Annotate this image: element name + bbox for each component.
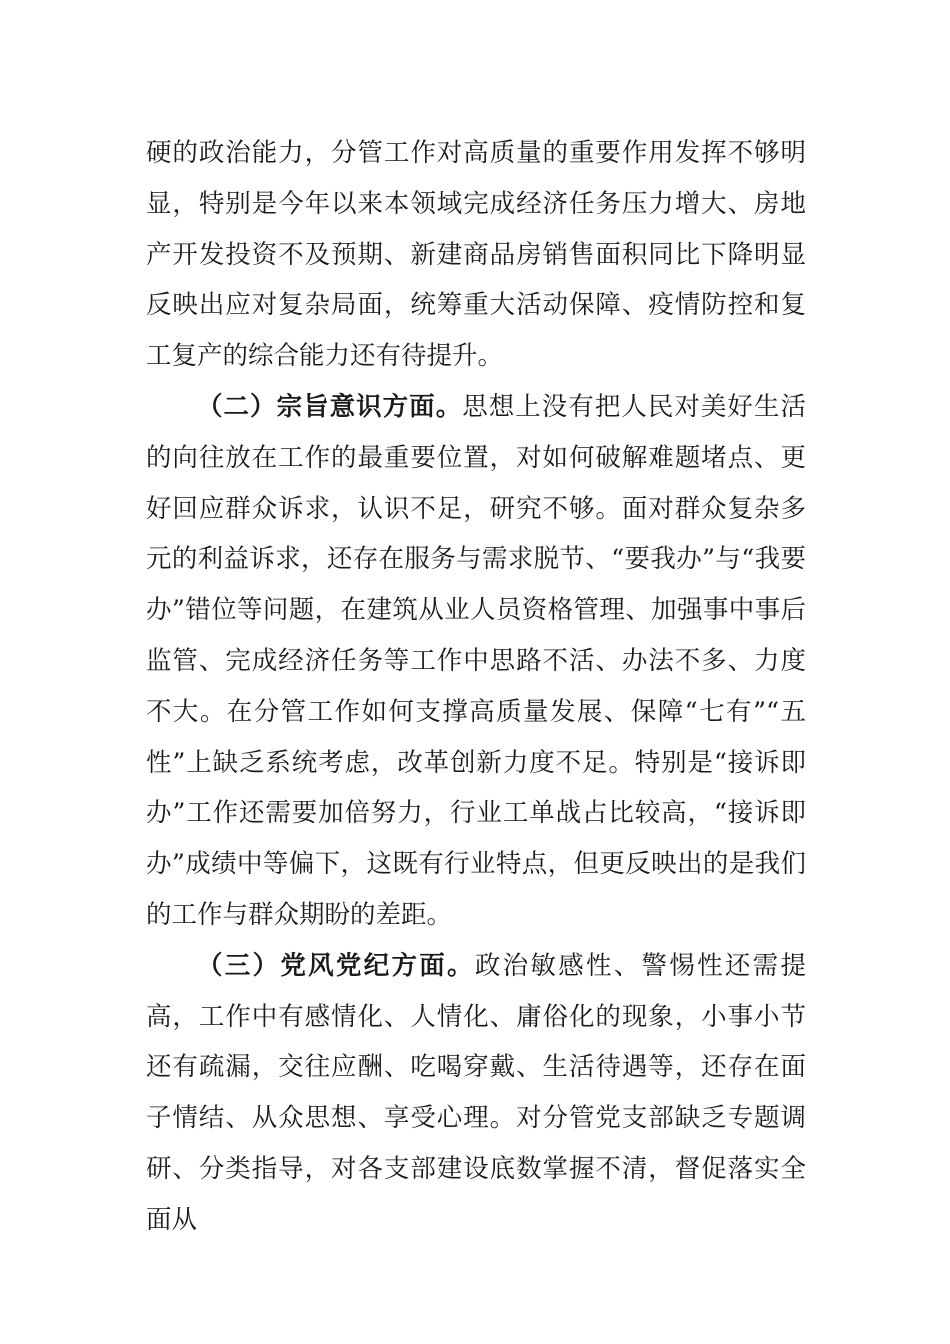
paragraph-text: 硬的政治能力，分管工作对高质量的重要作用发挥不够明显，特别是今年以来本领域完成经济任务压力增大、房地产开发投资不及预期、新建商品房销售面积同比下降明显反映出应对复杂局面，统筹重大活动保障、疫情防控和复工复产的综合能力还有待提升。 xyxy=(146,138,806,372)
paragraph-text: 思想上没有把人民对美好生活的向往放在工作的最重要位置，对如何破解难题堵点、更好回应群众诉求，认识不足，研究不够。面对群众复杂多元的利益诉求，还存在服务与需求脱节、“要我办”与“我要办”错位等问题，在建筑从业人员资格管理、加强事中事后监管、完成经济任务等工作中思路不活、办法不多、力度不大。在分管工作如何支撑高质量发展、保障“七有”“五性”上缺乏系统考虑，改革创新力度不足。特别是“接诉即办”工作还需要加倍努力，行业工单战占比较高，“接诉即办”成绩中等偏下，这既有行业特点，但更反映出的是我们的工作与群众期盼的差距。 xyxy=(146,391,806,930)
paragraph-purpose-awareness xyxy=(146,382,806,941)
section-heading: （三）党风党纪方面。 xyxy=(197,950,475,981)
document-body xyxy=(146,128,806,1246)
paragraph-political-ability xyxy=(146,128,806,382)
paragraph-text: 政治敏感性、警惕性还需提高，工作中有感情化、人情化、庸俗化的现象，小事小节还有疏漏，交往应酬、吃喝穿戴、生活待遇等，还存在面子情结、从众思想、享受心理。对分管党支部缺乏专题调研、分类指导，对各支部建设底数掌握不清，督促落实全面从 xyxy=(146,950,806,1235)
paragraph-party-discipline xyxy=(146,941,806,1246)
section-heading: （二）宗旨意识方面。 xyxy=(197,391,463,422)
